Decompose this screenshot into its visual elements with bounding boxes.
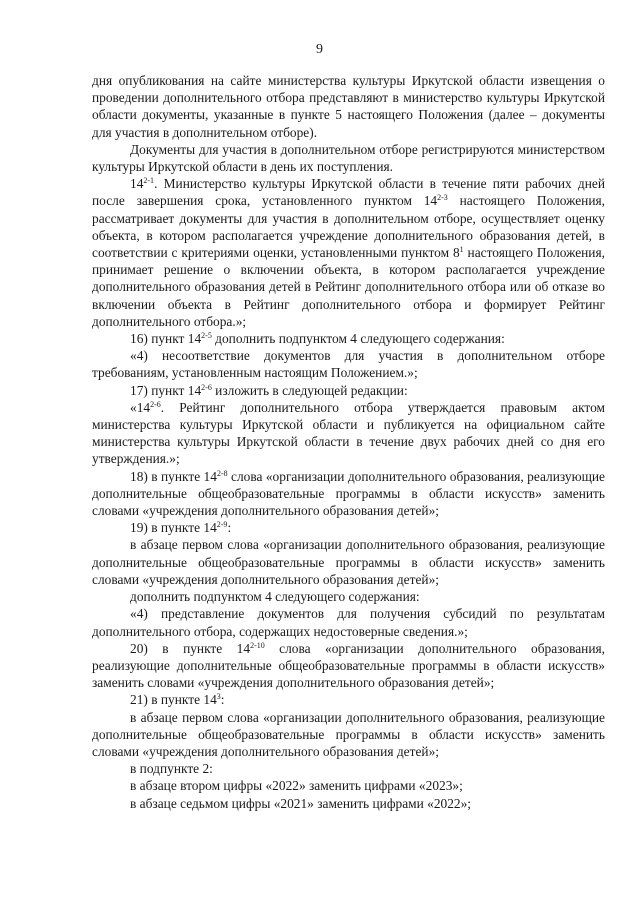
text-run: в абзаце первом слова «организации дополнительного образования, реализующие дополнительные общеобразовательные программы в области искусств» заменить словами «учреждения дополнительного образования детей»; <box>92 537 605 587</box>
text-run: . Министерство культуры Иркутской области в течение пяти рабочих дней после завершения срока, установленного пунктом 14 <box>92 176 605 209</box>
text-run: слова «организации дополнительного образования, реализующие дополнительные общеобразовательные программы в области искусств» заменить словами «учреждения дополнительного образования детей»; <box>92 640 606 691</box>
superscript: 2-6 <box>201 382 212 392</box>
text-run: 14 <box>130 176 144 192</box>
text-run: слова «организации дополнительного образования, реализующие дополнительные общеобразовательные программы в области искусств» заменить словами «учреждения дополнительного образования детей»; <box>92 468 605 519</box>
paragraph <box>92 330 605 347</box>
text-run: дополнить подпунктом 4 следующего содержания: <box>130 589 420 605</box>
paragraph <box>92 709 605 761</box>
paragraph <box>92 691 605 708</box>
text-run: в абзаце седьмом цифры «2021» заменить цифрами «2022»; <box>130 795 472 811</box>
text-run: в абзаце втором цифры «2022» заменить цифрами «2023»; <box>130 778 463 794</box>
superscript: 2-8 <box>216 468 228 478</box>
paragraph <box>92 640 605 692</box>
superscript: 2-3 <box>437 193 448 203</box>
superscript: 2-1 <box>143 176 155 186</box>
paragraph <box>92 536 605 588</box>
page-number: 9 <box>316 42 323 57</box>
paragraph <box>92 605 605 639</box>
superscript: 2-10 <box>250 640 265 650</box>
text-run: : <box>227 520 232 536</box>
text-run: в абзаце первом слова «организации дополнительного образования, реализующие дополнительные общеобразовательные программы в области искусств» заменить словами «учреждения дополнительного образования детей»; <box>92 709 605 759</box>
text-run: настоящего Положения, принимает решение о включении объекта, в котором располагается учреждение дополнительного образования детей в Рейтинг дополнительного отбора или об отказе во включении объекта в Рейтинг дополнительного отбора и формирует Рейтинг дополнительного отбора.»; <box>92 245 605 329</box>
document-body <box>92 72 605 812</box>
text-run: дня опубликования на сайте министерства культуры Иркутской области извещения о проведении дополнительного отбора представляют в министерство культуры Иркутской области документы, указанные в пункте 5 настоящего Положения (далее – документы для участия в дополнительном отборе). <box>92 73 605 140</box>
text-run: : <box>220 692 225 708</box>
text-run: «14 <box>130 399 151 415</box>
text-run: 19) в пункте 14 <box>130 520 217 536</box>
paragraph <box>92 795 605 812</box>
text-run: Документы для участия в дополнительном отборе регистрируются министерством культуры Иркутской области в день их поступления. <box>92 141 605 175</box>
text-run: дополнить подпунктом 4 следующего содержания: <box>211 331 505 347</box>
superscript: 1 <box>459 245 464 255</box>
paragraph <box>92 777 605 794</box>
text-run: 18) в пункте 14 <box>130 468 217 484</box>
superscript: 2-6 <box>150 399 161 409</box>
paragraph <box>92 141 605 175</box>
text-run: настоящего Положения, рассматривает документы для участия в дополнительном отборе, осуществляет оценку объекта, в котором располагается учреждение дополнительного образования детей, в соответствии с критериями оценки, установленными пунктом 8 <box>92 193 605 261</box>
text-run: в подпункте 2: <box>130 761 213 777</box>
paragraph <box>92 468 605 520</box>
text-run: 20) в пункте 14 <box>130 640 251 656</box>
text-run: изложить в следующей редакции: <box>211 382 408 398</box>
superscript: 3 <box>216 692 221 702</box>
superscript: 2-9 <box>216 520 228 530</box>
text-run: «4) представление документов для получения субсидий по результатам дополнительного отбора, содержащих недостоверные сведения.»; <box>92 606 605 639</box>
superscript: 2-5 <box>201 331 212 341</box>
paragraph <box>92 382 605 399</box>
paragraph <box>92 72 605 141</box>
paragraph <box>92 347 605 381</box>
paragraph <box>92 175 605 330</box>
text-run: 17) пункт 14 <box>130 382 202 398</box>
text-run: . Рейтинг дополнительного отбора утверждается правовым актом министерства культуры Иркутской области и публикуется на официальном сайте министерства культуры Иркутской области в течение двух рабочих дней со дня его утверждения.»; <box>92 399 605 467</box>
paragraph <box>92 519 605 536</box>
text-run: 16) пункт 14 <box>130 331 202 347</box>
paragraph <box>92 588 605 605</box>
paragraph <box>92 760 605 777</box>
text-run: 21) в пункте 14 <box>130 692 217 708</box>
paragraph <box>92 399 605 468</box>
text-run: «4) несоответствие документов для участия в дополнительном отборе требованиям, установленным настоящим Положением.»; <box>92 348 605 381</box>
